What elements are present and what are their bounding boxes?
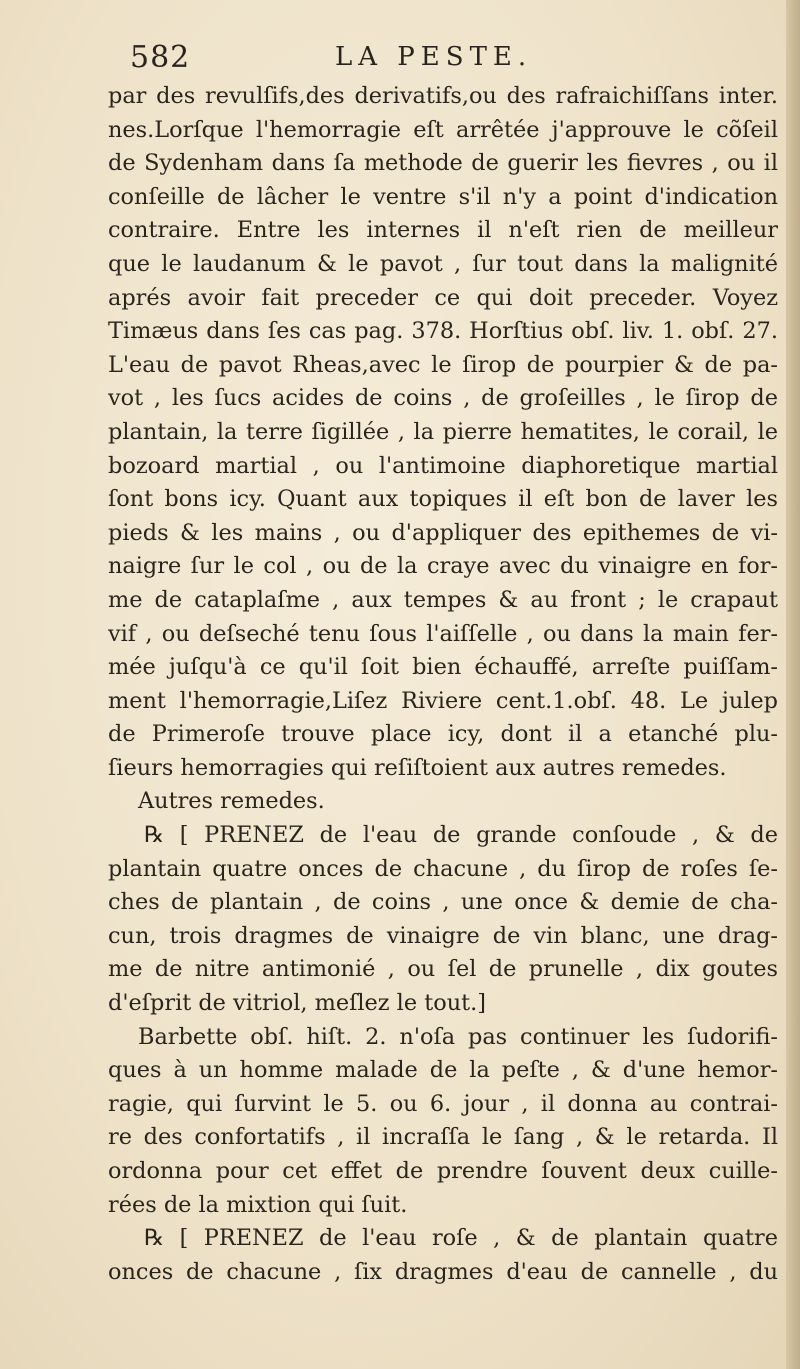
text-line: plantain quatre onces de chacune , du ſirop de roſes ſe- — [108, 855, 778, 882]
text-line: conſeille de lâcher le ventre s'il n'y a point d'indication — [108, 183, 778, 210]
text-line: naigre ſur le col , ou de la craye avec du vinaigre en for- — [108, 553, 778, 580]
body-text — [108, 80, 778, 1289]
text-line: que le laudanum & le pavot , ſur tout dans la malignité — [108, 250, 778, 277]
text-line: nes.Lorſque l'hemorragie eſt arrêtée j'approuve le cõſeil — [108, 116, 778, 143]
text-line: contraire. Entre les internes il n'eſt rien de meilleur — [108, 217, 778, 244]
text-line: bozoard martial , ou l'antimoine diaphoretique martial — [108, 452, 778, 479]
text-line: aprés avoir fait preceder ce qui doit preceder. Voyez — [108, 284, 778, 311]
text-line: plantain, la terre ſigillée , la pierre hematites, le corail, le — [108, 418, 778, 445]
text-line: ſont bons icy. Quant aux topiques il eſt bon de laver les — [108, 486, 778, 513]
text-line: L'eau de pavot Rheas,avec le ſirop de pourpier & de pa- — [108, 351, 778, 378]
text-line: Timæus dans ſes cas pag. 378. Horſtius obſ. liv. 1. obſ. 27. — [108, 318, 778, 345]
text-line: ques à un homme malade de la peſte , & d'une hemor- — [108, 1057, 778, 1084]
text-line: ſieurs hemorragies qui reſiſtoient aux autres remedes. — [108, 754, 727, 781]
text-line: de Sydenham dans ſa methode de guerir les fievres , ou il — [108, 150, 778, 177]
text-line: ragie, qui ſurvint le 5. ou 6. jour , il donna au contrai- — [108, 1090, 778, 1117]
text-line: me de cataplaſme , aux tempes & au front ; le crapaut — [108, 586, 778, 613]
section-heading: Autres remedes. — [138, 788, 325, 815]
text-line: d'eſprit de vitriol, meſlez le tout.] — [108, 990, 486, 1017]
text-line: ordonna pour cet effet de prendre ſouvent deux cuille- — [108, 1158, 778, 1184]
text-line: par des revulſifs,des derivatifs,ou des rafraichiſſans inter. — [108, 83, 778, 109]
text-line: cun, trois dragmes de vinaigre de vin blanc, une drag- — [108, 922, 778, 949]
text-line: ches de plantain , de coins , une once & demie de cha- — [108, 889, 778, 916]
page-edge — [786, 0, 800, 1369]
text-line: vif , ou deſseché tenu ſous l'aiſſelle , ou dans la main fer- — [108, 620, 778, 647]
text-line: de Primeroſe trouve place icy, dont il a etanché plu- — [108, 721, 778, 748]
page-header — [120, 40, 740, 80]
recipe-line: ℞ [ PRENEZ de l'eau de grande conſoude , & de — [144, 822, 778, 849]
text-line: Barbette obſ. hiſt. 2. n'oſa pas continuer les ſudorifi- — [138, 1023, 778, 1050]
text-line: me de nitre antimonié , ou ſel de prunelle , dix goutes — [108, 956, 778, 983]
recipe-line: ℞ [ PRENEZ de l'eau roſe , & de plantain quatre — [144, 1225, 778, 1252]
text-line: rées de la mixtion qui ſuit. — [108, 1191, 408, 1218]
text-line: mée juſqu'à ce qu'il ſoit bien échauffé, arreſte puiſſam- — [108, 654, 778, 681]
text-line: ment l'hemorragie,Liſez Riviere cent.1.obſ. 48. Le julep — [108, 687, 778, 714]
running-title: LA PESTE. — [335, 42, 533, 72]
page-number: 582 — [130, 40, 191, 75]
text-line: onces de chacune , ſix dragmes d'eau de cannelle , du — [108, 1258, 778, 1285]
text-line: vot , les ſucs acides de coins , de groſeilles , le ſirop de — [108, 385, 778, 412]
text-line: pieds & les mains , ou d'appliquer des epithemes de vi- — [108, 519, 778, 546]
text-line: re des confortatifs , il incraſſa le ſang , & le retarda. Il — [108, 1124, 778, 1151]
